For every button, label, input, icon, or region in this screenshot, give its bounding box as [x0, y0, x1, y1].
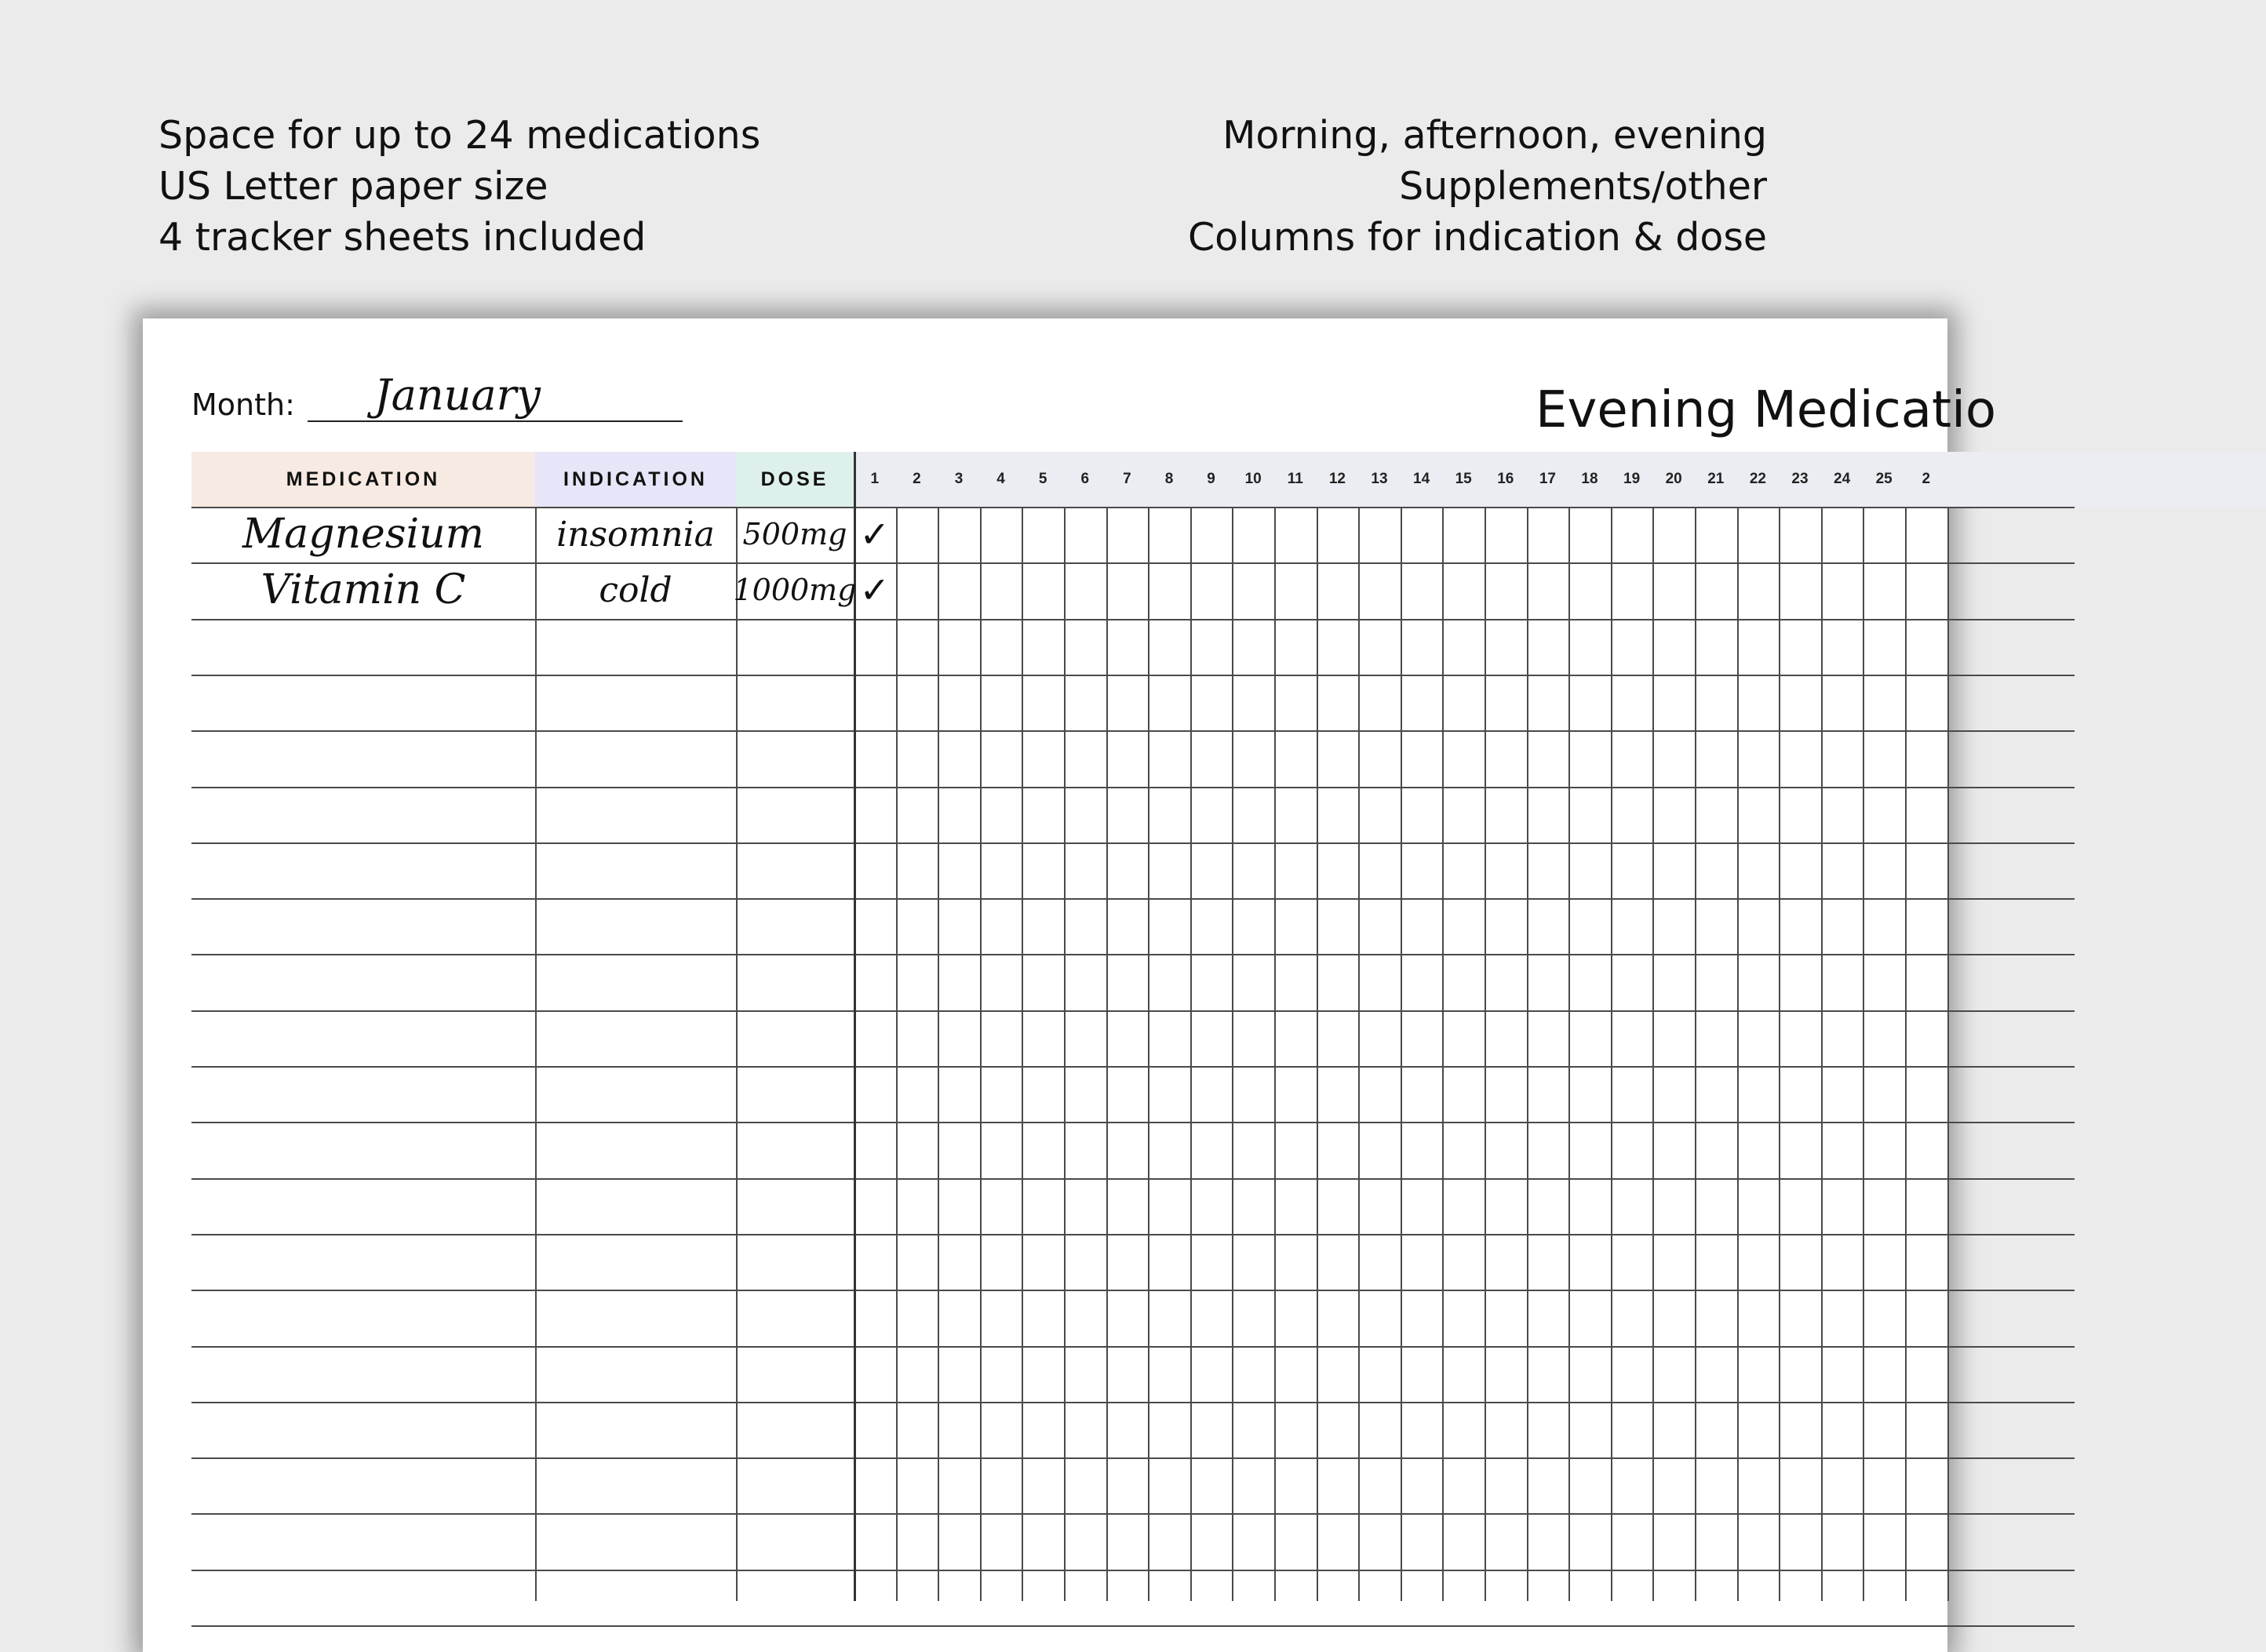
- day-column-line: [1274, 507, 1276, 1601]
- tracker-sheet: [143, 318, 1996, 1652]
- row-line: [191, 1010, 2075, 1012]
- feature-list-right: [1188, 110, 1767, 263]
- day-column-line: [1317, 507, 1318, 1601]
- check-mark-icon[interactable]: ✓: [859, 569, 891, 612]
- day-number-25: 25: [1875, 471, 1893, 487]
- day-number-21: 21: [1707, 471, 1725, 487]
- day-number-7: 7: [1123, 471, 1131, 487]
- day-number-26: 2: [1922, 471, 1931, 487]
- row-line: [191, 1625, 2075, 1627]
- row-line: [191, 1178, 2075, 1180]
- day-number-15: 15: [1455, 471, 1472, 487]
- row-line: [191, 1402, 2075, 1403]
- entry-dose[interactable]: 1000mg: [733, 573, 857, 608]
- row-line: [191, 1066, 2075, 1068]
- month-value[interactable]: January: [374, 370, 541, 420]
- day-column-line: [1401, 507, 1402, 1601]
- entry-medication[interactable]: Vitamin C: [260, 566, 466, 614]
- day-column-line: [1737, 507, 1739, 1601]
- entry-indication[interactable]: cold: [599, 569, 672, 610]
- day-column-line: [1022, 507, 1023, 1601]
- day-number-18: 18: [1581, 471, 1598, 487]
- row-line: [191, 1570, 2075, 1571]
- feature-item: 4 tracker sheets included: [158, 215, 647, 260]
- row-line: [191, 1457, 2075, 1459]
- day-number-16: 16: [1497, 471, 1514, 487]
- header-indication: INDICATION: [535, 452, 736, 507]
- day-column-line: [1695, 507, 1696, 1601]
- day-column-line: [1568, 507, 1570, 1601]
- day-number-4: 4: [996, 471, 1005, 487]
- day-number-9: 9: [1207, 471, 1215, 487]
- row-line: [191, 1290, 2075, 1291]
- day-number-8: 8: [1164, 471, 1174, 487]
- row-line: [191, 1346, 2075, 1348]
- day-number-19: 19: [1623, 471, 1641, 487]
- feature-list-left: [158, 110, 760, 263]
- column-line: [854, 452, 856, 1601]
- day-column-line: [896, 507, 898, 1601]
- feature-item: US Letter paper size: [158, 164, 548, 209]
- row-line: [191, 730, 2075, 732]
- column-line: [535, 507, 537, 1601]
- day-number-12: 12: [1328, 471, 1346, 487]
- day-number-3: 3: [954, 471, 964, 487]
- entry-dose[interactable]: 500mg: [742, 517, 847, 551]
- day-number-22: 22: [1749, 471, 1766, 487]
- day-column-line: [1485, 507, 1486, 1601]
- row-line: [191, 787, 2075, 788]
- month-underline: [308, 420, 683, 422]
- day-number-10: 10: [1244, 471, 1262, 487]
- header-medication: MEDICATION: [191, 452, 535, 507]
- feature-item: Space for up to 24 medications: [158, 113, 761, 158]
- day-number-6: 6: [1080, 471, 1090, 487]
- sheet-title: Evening Medicatio: [1536, 381, 1996, 439]
- day-number-2: 2: [913, 471, 921, 487]
- row-line: [191, 1234, 2075, 1235]
- feature-item: Columns for indication & dose: [1187, 215, 1767, 260]
- day-column-line: [1106, 507, 1108, 1601]
- header-dose: DOSE: [736, 452, 854, 507]
- day-number-24: 24: [1834, 471, 1851, 487]
- day-number-13: 13: [1371, 471, 1388, 487]
- day-column-line: [1821, 507, 1823, 1601]
- row-line: [191, 842, 2075, 844]
- day-column-line: [1652, 507, 1654, 1601]
- row-line: [191, 619, 2075, 620]
- day-number-14: 14: [1413, 471, 1430, 487]
- row-line: [191, 898, 2075, 900]
- header-days: [854, 452, 2266, 507]
- day-column-line: [1232, 507, 1233, 1601]
- day-column-line: [1779, 507, 1780, 1601]
- day-column-line: [1611, 507, 1612, 1601]
- row-line: [191, 1122, 2075, 1123]
- day-column-line: [1527, 507, 1528, 1601]
- day-number-5: 5: [1038, 471, 1047, 487]
- day-number-17: 17: [1539, 471, 1556, 487]
- feature-item: Morning, afternoon, evening: [1222, 113, 1767, 158]
- day-column-line: [1905, 507, 1907, 1601]
- day-number-23: 23: [1791, 471, 1809, 487]
- row-line: [191, 954, 2075, 955]
- feature-item: Supplements/other: [1399, 164, 1767, 209]
- day-column-line: [938, 507, 939, 1601]
- month-label: Month:: [191, 388, 295, 422]
- day-column-line: [1947, 507, 1949, 1601]
- day-column-line: [1190, 507, 1192, 1601]
- day-column-line: [1358, 507, 1360, 1601]
- day-column-line: [1863, 507, 1864, 1601]
- column-line: [736, 507, 738, 1601]
- day-column-line: [980, 507, 982, 1601]
- day-column-line: [1064, 507, 1066, 1601]
- entry-medication[interactable]: Magnesium: [242, 511, 484, 558]
- entry-indication[interactable]: insomnia: [556, 514, 715, 555]
- day-column-line: [1442, 507, 1444, 1601]
- row-line: [191, 675, 2075, 676]
- check-mark-icon[interactable]: ✓: [859, 513, 891, 555]
- day-number-1: 1: [870, 471, 880, 487]
- row-line: [191, 1513, 2075, 1515]
- day-number-20: 20: [1665, 471, 1682, 487]
- day-number-11: 11: [1287, 471, 1303, 487]
- day-column-line: [1148, 507, 1149, 1601]
